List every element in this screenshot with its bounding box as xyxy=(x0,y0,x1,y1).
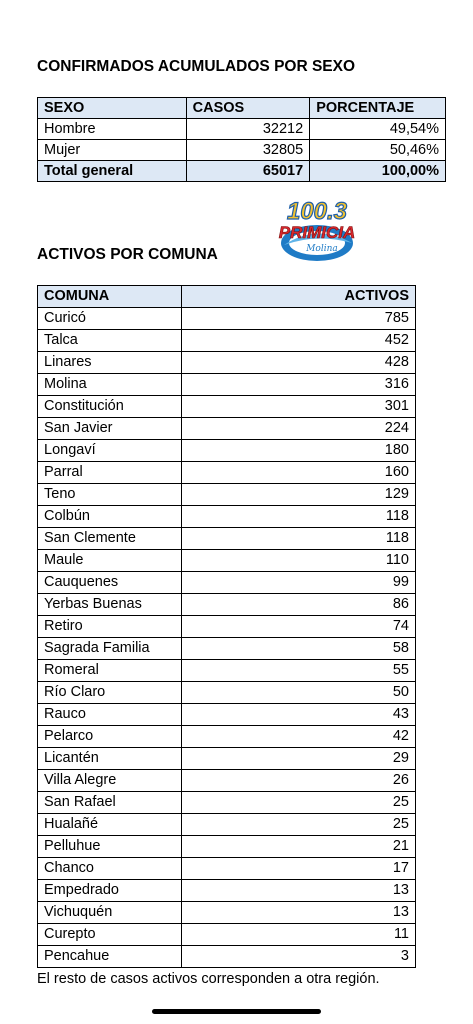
comuna-name-cell: Vichuquén xyxy=(38,902,182,924)
table-row xyxy=(38,594,416,616)
comuna-name-cell: Retiro xyxy=(38,616,182,638)
table-row xyxy=(38,352,416,374)
table-row xyxy=(38,814,416,836)
activos-cell: 25 xyxy=(181,814,415,836)
table-row xyxy=(38,924,416,946)
table-row xyxy=(38,550,416,572)
table-row xyxy=(38,119,446,140)
table-row xyxy=(38,748,416,770)
home-indicator[interactable] xyxy=(152,1009,321,1014)
total-row xyxy=(38,161,446,182)
comuna-name-cell: Talca xyxy=(38,330,182,352)
activos-cell: 86 xyxy=(181,594,415,616)
table-row xyxy=(38,396,416,418)
activos-cell: 160 xyxy=(181,462,415,484)
sexo-cell: Hombre xyxy=(38,119,187,140)
comuna-table xyxy=(37,285,416,968)
activos-cell: 110 xyxy=(181,550,415,572)
sexo-title: CONFIRMADOS ACUMULADOS POR SEXO xyxy=(37,58,356,75)
table-row xyxy=(38,440,416,462)
comuna-name-cell: Hualañé xyxy=(38,814,182,836)
casos-cell: 32805 xyxy=(186,140,310,161)
table-row xyxy=(38,374,416,396)
table-row xyxy=(38,308,416,330)
activos-cell: 74 xyxy=(181,616,415,638)
header-activos: ACTIVOS xyxy=(181,286,415,308)
table-row xyxy=(38,528,416,550)
table-row xyxy=(38,902,416,924)
comuna-name-cell: Romeral xyxy=(38,660,182,682)
table-row xyxy=(38,638,416,660)
table-row xyxy=(38,792,416,814)
comuna-name-cell: San Clemente xyxy=(38,528,182,550)
comuna-name-cell: Río Claro xyxy=(38,682,182,704)
header-sexo: SEXO xyxy=(38,98,187,119)
comuna-name-cell: Linares xyxy=(38,352,182,374)
table-row xyxy=(38,616,416,638)
sexo-header-row xyxy=(38,98,446,119)
total-label: Total general xyxy=(38,161,187,182)
activos-cell: 43 xyxy=(181,704,415,726)
comuna-name-cell: Pencahue xyxy=(38,946,182,968)
activos-cell: 180 xyxy=(181,440,415,462)
activos-cell: 29 xyxy=(181,748,415,770)
porcentaje-cell: 50,46% xyxy=(310,140,446,161)
comuna-name-cell: Curicó xyxy=(38,308,182,330)
comuna-name-cell: Sagrada Familia xyxy=(38,638,182,660)
footer-note: El resto de casos activos corresponden a otra región. xyxy=(37,971,380,987)
comuna-name-cell: Colbún xyxy=(38,506,182,528)
comuna-name-cell: Teno xyxy=(38,484,182,506)
comuna-name-cell: Curepto xyxy=(38,924,182,946)
total-porcentaje: 100,00% xyxy=(310,161,446,182)
table-row xyxy=(38,770,416,792)
table-row xyxy=(38,462,416,484)
comuna-name-cell: Pelarco xyxy=(38,726,182,748)
casos-cell: 32212 xyxy=(186,119,310,140)
comuna-name-cell: Parral xyxy=(38,462,182,484)
activos-cell: 17 xyxy=(181,858,415,880)
activos-cell: 301 xyxy=(181,396,415,418)
header-porcentaje: PORCENTAJE xyxy=(310,98,446,119)
comuna-name-cell: Longaví xyxy=(38,440,182,462)
svg-text:100.3: 100.3 xyxy=(286,198,348,225)
table-row xyxy=(38,726,416,748)
activos-cell: 452 xyxy=(181,330,415,352)
total-casos: 65017 xyxy=(186,161,310,182)
activos-cell: 316 xyxy=(181,374,415,396)
comuna-name-cell: San Javier xyxy=(38,418,182,440)
header-comuna: COMUNA xyxy=(38,286,182,308)
table-row xyxy=(38,880,416,902)
comuna-name-cell: Cauquenes xyxy=(38,572,182,594)
svg-text:Molina: Molina xyxy=(306,244,338,254)
activos-cell: 129 xyxy=(181,484,415,506)
table-row xyxy=(38,572,416,594)
table-row xyxy=(38,330,416,352)
activos-cell: 21 xyxy=(181,836,415,858)
comuna-name-cell: Yerbas Buenas xyxy=(38,594,182,616)
table-row xyxy=(38,946,416,968)
activos-cell: 13 xyxy=(181,902,415,924)
table-row xyxy=(38,704,416,726)
table-row xyxy=(38,506,416,528)
comuna-header-row xyxy=(38,286,416,308)
activos-cell: 13 xyxy=(181,880,415,902)
activos-cell: 99 xyxy=(181,572,415,594)
activos-cell: 118 xyxy=(181,528,415,550)
header-casos: CASOS xyxy=(186,98,310,119)
table-row xyxy=(38,418,416,440)
comuna-name-cell: Pelluhue xyxy=(38,836,182,858)
svg-text:PRIMICIA: PRIMICIA xyxy=(278,223,356,242)
activos-cell: 58 xyxy=(181,638,415,660)
activos-cell: 55 xyxy=(181,660,415,682)
comuna-name-cell: Licantén xyxy=(38,748,182,770)
activos-cell: 11 xyxy=(181,924,415,946)
comuna-name-cell: Maule xyxy=(38,550,182,572)
comuna-title: ACTIVOS POR COMUNA xyxy=(37,246,218,263)
comuna-name-cell: Rauco xyxy=(38,704,182,726)
comuna-name-cell: Molina xyxy=(38,374,182,396)
activos-cell: 428 xyxy=(181,352,415,374)
activos-cell: 785 xyxy=(181,308,415,330)
comuna-name-cell: Villa Alegre xyxy=(38,770,182,792)
activos-cell: 42 xyxy=(181,726,415,748)
comuna-name-cell: Chanco xyxy=(38,858,182,880)
table-row xyxy=(38,682,416,704)
activos-cell: 118 xyxy=(181,506,415,528)
radio-logo xyxy=(272,193,362,268)
table-row xyxy=(38,836,416,858)
table-row xyxy=(38,484,416,506)
sexo-table xyxy=(37,97,446,182)
comuna-name-cell: Constitución xyxy=(38,396,182,418)
sexo-cell: Mujer xyxy=(38,140,187,161)
table-row xyxy=(38,660,416,682)
activos-cell: 50 xyxy=(181,682,415,704)
comuna-name-cell: San Rafael xyxy=(38,792,182,814)
activos-cell: 26 xyxy=(181,770,415,792)
porcentaje-cell: 49,54% xyxy=(310,119,446,140)
activos-cell: 224 xyxy=(181,418,415,440)
activos-cell: 25 xyxy=(181,792,415,814)
table-row xyxy=(38,140,446,161)
activos-cell: 3 xyxy=(181,946,415,968)
table-row xyxy=(38,858,416,880)
comuna-name-cell: Empedrado xyxy=(38,880,182,902)
